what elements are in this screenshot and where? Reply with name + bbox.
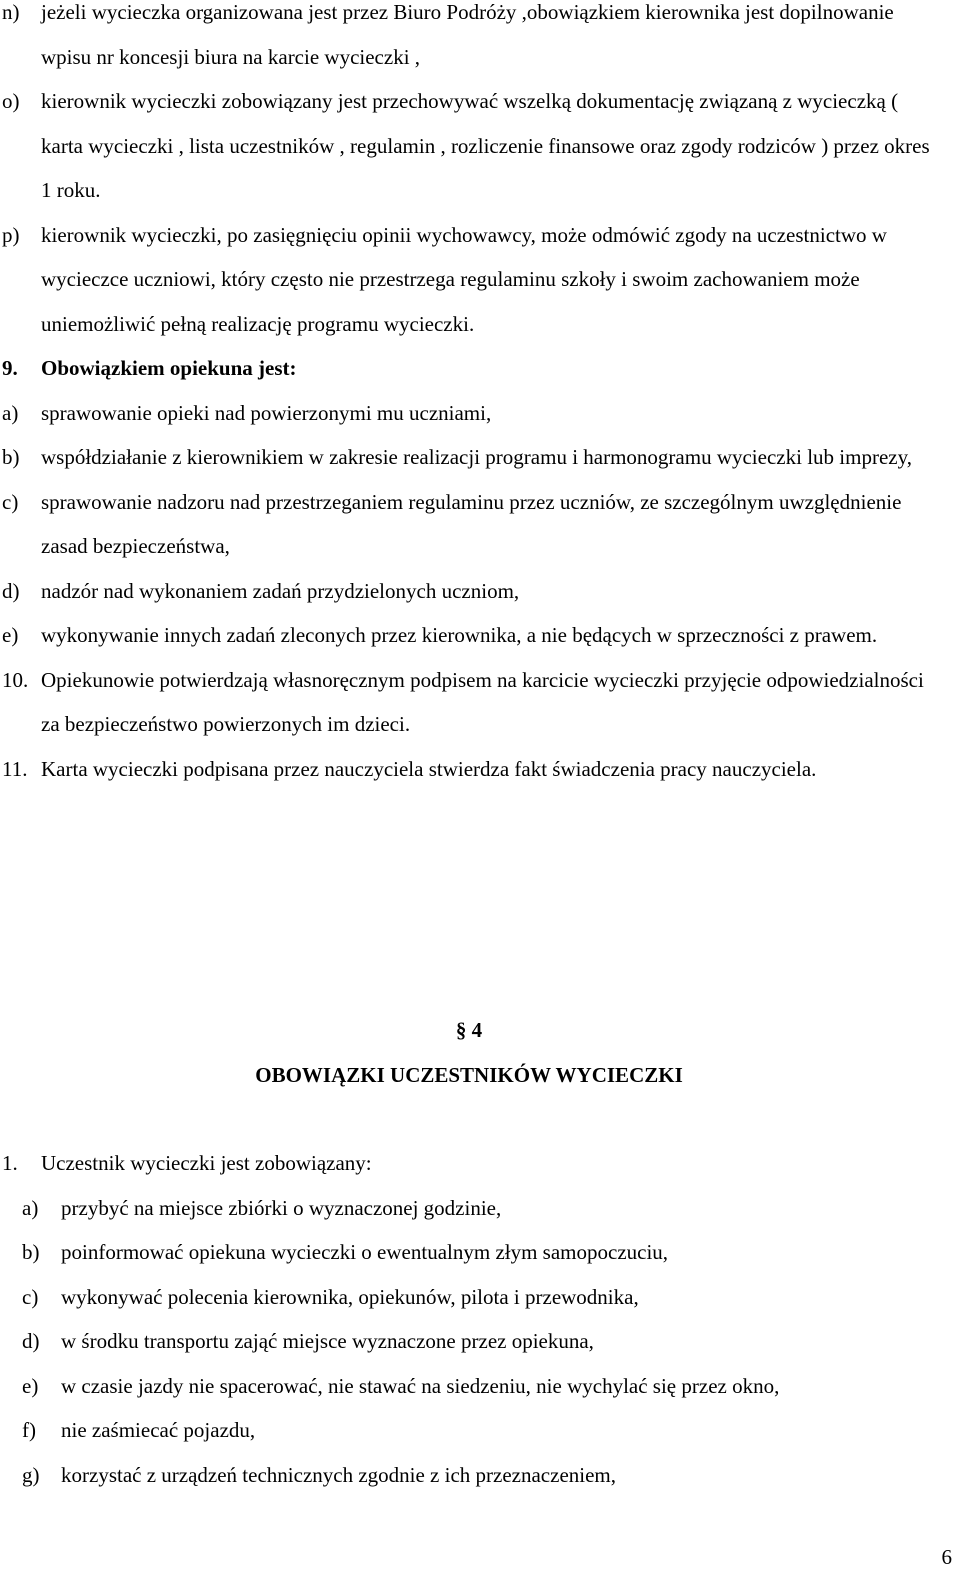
list-marker: b) bbox=[22, 1240, 40, 1264]
list-item-text: korzystać z urządzeń technicznych zgodnie z ich przeznaczeniem, bbox=[61, 1462, 617, 1487]
list-item bbox=[0, 1275, 938, 1320]
point-1 bbox=[0, 1141, 938, 1186]
point-number: 10. bbox=[2, 667, 29, 692]
list-item bbox=[0, 480, 938, 569]
list-item-text: nadzór nad wykonaniem zadań przydzielonych uczniom, bbox=[41, 578, 520, 603]
point-text: Obowiązkiem opiekuna jest: bbox=[41, 356, 297, 380]
list-item-text: wykonywać polecenia kierownika, opiekunów, pilota i przewodnika, bbox=[61, 1284, 639, 1309]
list-marker: a) bbox=[2, 400, 19, 425]
list-item-text: poinformować opiekuna wycieczki o ewentualnym złym samopoczuciu, bbox=[61, 1240, 669, 1264]
list-item-text: jeżeli wycieczka organizowana jest przez Biuro Podróży ,obowiązkiem kierownika jest dopilnowanie wpisu nr koncesji biura na karcie wycieczki , bbox=[41, 0, 894, 69]
list-marker: e) bbox=[22, 1373, 39, 1398]
list-marker: e) bbox=[2, 623, 19, 647]
list-item bbox=[0, 569, 938, 614]
list-item-text: nie zaśmiecać pojazdu, bbox=[61, 1418, 256, 1442]
point-number: 11. bbox=[2, 756, 28, 781]
list-item-text: kierownik wycieczki, po zasięgnięciu opinii wychowawcy, może odmówić zgody na uczestnictwo w wycieczce uczniowi, który często nie przestrzega regulaminu szkoły i swoim zachowaniem może uniemożliwić pełną realizację programu wycieczki. bbox=[41, 222, 887, 336]
list-item-text: w środku transportu zająć miejsce wyznaczone przez opiekuna, bbox=[61, 1329, 594, 1353]
list-marker: g) bbox=[22, 1462, 40, 1487]
list-marker: b) bbox=[2, 445, 20, 469]
list-marker: f) bbox=[22, 1418, 36, 1442]
list-marker: n) bbox=[2, 0, 20, 24]
point-number: 9. bbox=[2, 356, 18, 380]
list-item bbox=[0, 213, 938, 347]
list-item bbox=[0, 391, 938, 436]
point-9-heading bbox=[0, 346, 938, 391]
section-number: § 4 bbox=[455, 1018, 483, 1042]
list-marker: p) bbox=[2, 222, 20, 247]
list-marker: d) bbox=[22, 1329, 40, 1353]
list-item bbox=[0, 0, 938, 79]
list-item-text: kierownik wycieczki zobowiązany jest przechowywać wszelką dokumentację związaną z wycieczką ( karta wycieczki , lista uczestników , regulamin , rozliczenie finansowe oraz zgody rodziców ) przez okres 1 roku. bbox=[41, 89, 930, 202]
point-text: Karta wycieczki podpisana przez nauczyciela stwierdza fakt świadczenia pracy nauczyciela. bbox=[41, 756, 817, 781]
list-marker: d) bbox=[2, 578, 20, 603]
list-item bbox=[0, 1230, 938, 1275]
list-item-text: sprawowanie nadzoru nad przestrzeganiem regulaminu przez uczniów, ze szczególnym uwzględnienie zasad bezpieczeństwa, bbox=[41, 489, 902, 558]
point-text: Opiekunowie potwierdzają własnoręcznym podpisem na karcicie wycieczki przyjęcie odpowiedzialności za bezpieczeństwo powierzonych im dzieci. bbox=[41, 667, 924, 736]
section-heading bbox=[0, 1008, 938, 1097]
list-item bbox=[0, 613, 938, 658]
list-item bbox=[0, 1186, 938, 1231]
participant-obligations bbox=[0, 1141, 938, 1497]
list-item bbox=[0, 1453, 938, 1498]
list-marker: c) bbox=[22, 1284, 39, 1309]
list-item-text: sprawowanie opieki nad powierzonymi mu uczniami, bbox=[41, 400, 492, 425]
point-11 bbox=[0, 747, 938, 792]
list-item-text: współdziałanie z kierownikiem w zakresie realizacji programu i harmonogramu wycieczki lub imprezy, bbox=[41, 445, 912, 469]
section-title: OBOWIĄZKI UCZESTNIKÓW WYCIECZKI bbox=[255, 1062, 683, 1087]
list-item bbox=[0, 1408, 938, 1453]
obligations-continued bbox=[0, 0, 938, 791]
list-item bbox=[0, 79, 938, 213]
list-item-text: w czasie jazdy nie spacerować, nie stawać na siedzeniu, nie wychylać się przez okno, bbox=[61, 1373, 780, 1398]
point-text: Uczestnik wycieczki jest zobowiązany: bbox=[41, 1151, 372, 1175]
page-number: 6 bbox=[941, 1545, 952, 1569]
point-number: 1. bbox=[2, 1151, 18, 1175]
list-item bbox=[0, 1364, 938, 1409]
list-item-text: wykonywanie innych zadań zleconych przez kierownika, a nie będących w sprzeczności z prawem. bbox=[41, 623, 878, 647]
point-10 bbox=[0, 658, 938, 747]
list-marker: a) bbox=[22, 1195, 39, 1220]
list-item bbox=[0, 435, 938, 480]
list-marker: c) bbox=[2, 489, 19, 514]
list-marker: o) bbox=[2, 89, 20, 113]
list-item-text: przybyć na miejsce zbiórki o wyznaczonej godzinie, bbox=[61, 1195, 502, 1220]
list-item bbox=[0, 1319, 938, 1364]
